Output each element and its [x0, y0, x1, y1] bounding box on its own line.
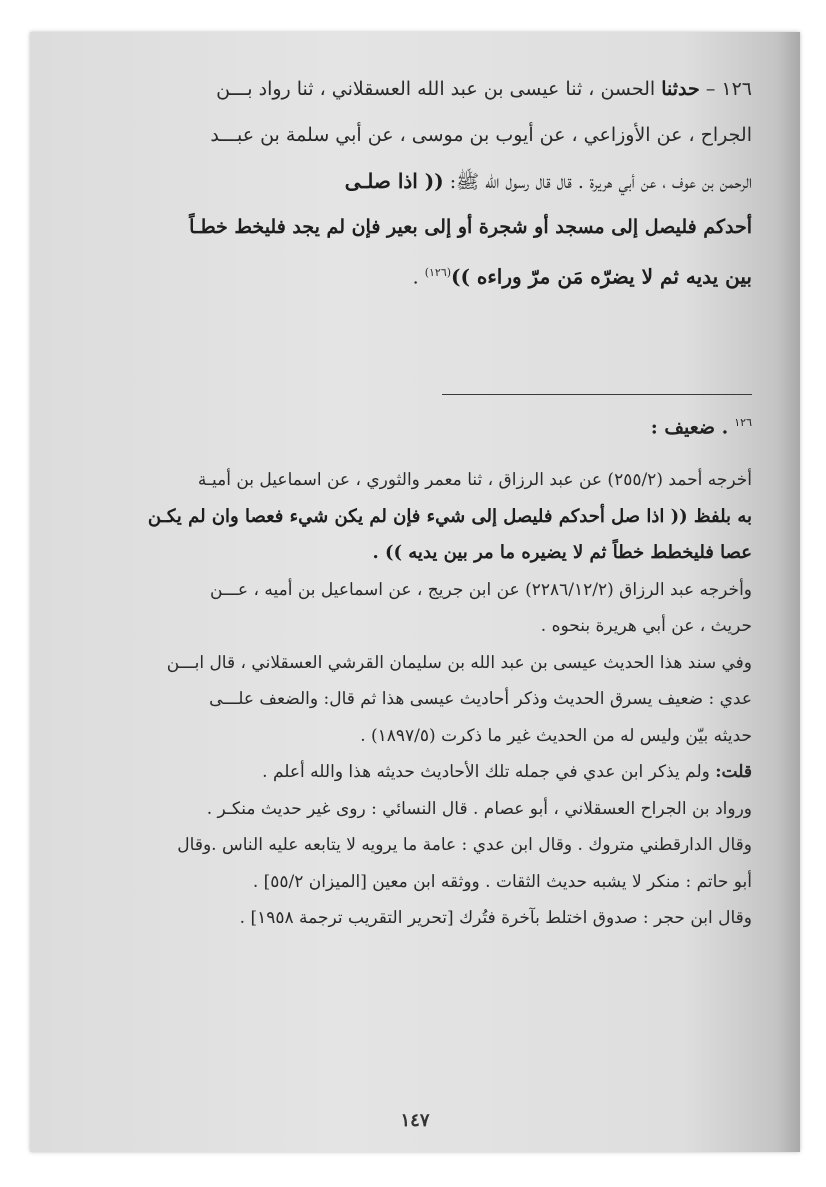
- hadith-matn-start: (( اذا صلـى: [344, 169, 444, 193]
- footnote-line: وقال الدارقطني متروك . وقال ابن عدي : عامة ما يرويه لا يتابعه عليه الناس .وقال: [177, 835, 752, 855]
- footnote-line: به بلفظ (( اذا صل أحدكم فليصل إلى شيء فإن لم يكن شيء فعصا وان لم يكـن: [147, 505, 752, 527]
- footnote-line: حديثه بيّن وليس له من الحديث غير ما ذكرت (١٨٩٧/٥) .: [360, 725, 752, 746]
- footnote-line: وفي سند هذا الحديث عيسى بن عبد الله بن سليمان القرشي العسقلاني ، قال ابـــن: [166, 652, 752, 673]
- footnote-line: عصا فليخطط خطاً ثم لا يضيره ما مر بين يديه )) .: [372, 542, 752, 563]
- qult-line: [62, 754, 752, 791]
- footnote-line: حريث ، عن أبي هريرة بنحوه .: [540, 616, 752, 636]
- footnote-reference: (١٢٦): [424, 266, 452, 279]
- footnote-line: أخرجه أحمد (٢٥٥/٢) عن عبد الرزاق ، ثنا معمر والثوري ، عن اسماعيل بن أميـة: [197, 470, 752, 490]
- hadith-end-mark: .: [412, 266, 419, 289]
- footnote-grade: . ضعيف :: [650, 416, 729, 439]
- hadith-line-2: الجراح ، عن الأوزاعي ، عن أيوب بن موسى ، عن أبي سلمة بن عبـــد: [210, 124, 752, 146]
- hadith-line-4: أحدكم فليصل إلى مسجد أو شجرة أو إلى بعير فإن لم يجد فليخط خطـاً: [189, 216, 752, 238]
- hadith-text: [62, 66, 752, 296]
- footnote-body: [62, 462, 752, 937]
- page-number: ١٤٧: [400, 1110, 430, 1131]
- hadith-line-3: [62, 158, 752, 204]
- footnote-line: ورواد بن الجراح العسقلاني ، أبو عصام . قال النسائي : روى غير حديث منكـر .: [206, 798, 752, 819]
- haddathana-word: حدثنا: [661, 78, 700, 100]
- footnote-number: ١٢٦: [734, 416, 752, 429]
- footnote-line: أبو حاتم : منكر لا يشبه حديث الثقات . ووثقه ابن معين [الميزان ٥٥/٢] .: [252, 871, 752, 892]
- footnote-line: وقال ابن حجر : صدوق اختلط بآخرة فتُرك [تحرير التقريب ترجمة ١٩٥٨] .: [239, 908, 752, 928]
- qult-label: قلت:: [715, 762, 752, 782]
- footnote-heading: [651, 416, 752, 438]
- hadith-line-5: [62, 250, 752, 296]
- hadith-matn-end: بين يديه ثم لا يضرّه مَن مرّ وراءه )): [451, 264, 752, 289]
- footnote-separator: [442, 394, 752, 395]
- hadith-number: ١٢٦ –: [705, 78, 752, 100]
- hadith-line-1-text: الحسن ، ثنا عيسى بن عبد الله العسقلاني ، ثنا رواد بـــن: [216, 78, 656, 100]
- book-page: [30, 32, 800, 1152]
- footnote-line: وأخرجه عبد الرزاق (٢٢٨٦/١٢/٢) عن ابن جريج ، عن اسماعيل بن أميه ، عـــن: [210, 579, 752, 600]
- footnote-line: عدي : ضعيف يسرق الحديث وذكر أحاديث عيسى هذا ثم قال: والضعف علـــى: [209, 689, 752, 709]
- hadith-line-3-text: الرحمن بن عوف ، عن أبي هريرة . قال قال رسول الله ﷺ:: [449, 171, 752, 193]
- qult-text: ولم يذكر ابن عدي في جمله تلك الأحاديث حديثه هذا والله أعلم .: [262, 762, 710, 782]
- hadith-line-1: [62, 66, 752, 112]
